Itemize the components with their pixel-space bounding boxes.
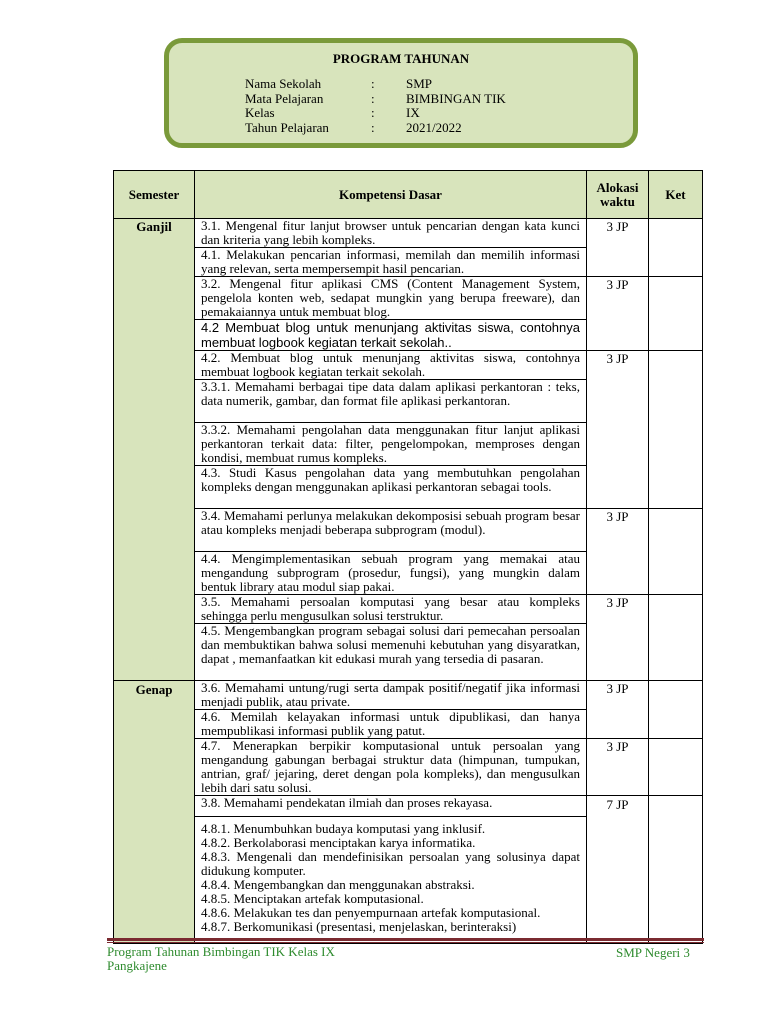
meta-row-school: [245, 77, 506, 92]
table-row: [114, 595, 703, 624]
kd-cell: [195, 817, 587, 944]
footer-left: [107, 945, 335, 973]
meta-label: Mata Pelajaran: [245, 90, 324, 106]
ket-cell: [649, 509, 703, 595]
kd-cell: 4.1. Melakukan pencarian informasi, memilah dan memilih informasi yang relevan, serta mempersempit hasil pencarian.: [195, 248, 587, 277]
meta-row-year: [245, 121, 506, 136]
alokasi-cell: 3 JP: [587, 351, 649, 509]
kd-cell: 3.5. Memahami persoalan komputasi yang besar atau kompleks sehingga perlu mengusulkan solusi terstruktur.: [195, 595, 587, 624]
kd-cell: 4.7. Menerapkan berpikir komputasional untuk persoalan yang mengandung gabungan berbagai struktur data (himpunan, tumpukan, antrian, graf/ jejaring, deret dengan pola kompleks), dan mengusulkan lebih dari satu solusi.: [195, 739, 587, 796]
kd-cell: 4.6. Memilah kelayakan informasi untuk dipublikasi, dan hanya mempublikasi informasi publik yang patut.: [195, 710, 587, 739]
kd-line: 4.8.7. Berkomunikasi (presentasi, menjelaskan, berinteraksi): [201, 919, 517, 934]
kd-line: 4.8.6. Melakukan tes dan penyempurnaan artefak komputasional.: [201, 905, 541, 920]
table-row: [114, 509, 703, 552]
header-alokasi-line1: Alokasi: [596, 179, 639, 195]
meta-colon: :: [371, 119, 375, 135]
kd-cell: 3.2. Mengenal fitur aplikasi CMS (Content Management System, pengelola konten web, sedapat mungkin yang berupa freeware), dan pemakaiannya untuk membuat blog.: [195, 277, 587, 320]
alokasi-cell: 3 JP: [587, 739, 649, 796]
kd-cell: 4.4. Mengimplementasikan sebuah program yang memakai atau mengandung subprogram (prosedur, fungsi), yang mungkin dalam bentuk library atau modul siap pakai.: [195, 552, 587, 595]
meta-row-subject: [245, 92, 506, 107]
header-alokasi: [587, 171, 649, 219]
footer-school: SMP Negeri 3: [616, 945, 690, 960]
alokasi-cell: 7 JP: [587, 796, 649, 944]
kd-cell: 3.3.2. Memahami pengolahan data menggunakan fitur lanjut aplikasi perkantoran terkait data: filter, pengelompokan, memproses dengan kondisi, membuat rumus kompleks.: [195, 423, 587, 466]
ket-cell: [649, 219, 703, 277]
table-row: [114, 681, 703, 710]
kd-cell: 3.3.1. Memahami berbagai tipe data dalam aplikasi perkantoran : teks, data numerik, gambar, dan format file aplikasi perkantoran.: [195, 380, 587, 423]
alokasi-cell: 3 JP: [587, 219, 649, 277]
ket-cell: [649, 351, 703, 509]
table-header-row: [114, 171, 703, 219]
meta-label: Tahun Pelajaran: [245, 119, 329, 135]
ket-cell: [649, 277, 703, 351]
ket-cell: [649, 681, 703, 739]
header-box: [164, 38, 638, 148]
meta-label: Kelas: [245, 105, 275, 120]
kd-cell: 4.2. Membuat blog untuk menunjang aktivitas siswa, contohnya membuat logbook kegiatan terkait sekolah.: [195, 351, 587, 380]
kd-cell: 4.2 Membuat blog untuk menunjang aktivitas siswa, contohnya membuat logbook kegiatan terkait sekolah..: [195, 320, 587, 351]
header-alokasi-line2: waktu: [600, 193, 635, 209]
alokasi-cell: 3 JP: [587, 681, 649, 739]
kd-line: 4.8.2. Berkolaborasi menciptakan karya informatika.: [201, 835, 476, 850]
semester-genap-cell: Genap: [114, 681, 195, 944]
alokasi-cell: 3 JP: [587, 509, 649, 595]
kd-cell: 4.3. Studi Kasus pengolahan data yang membutuhkan pengolahan kompleks dengan menggunakan aplikasi perkantoran sebagai tools.: [195, 466, 587, 509]
kd-cell: 4.5. Mengembangkan program sebagai solusi dari pemecahan persoalan dan membuktikan bahwa solusi memenuhi kebutuhan yang disyaratkan, dapat , memanfaatkan kit edukasi murah yang tersedia di pasaran.: [195, 624, 587, 681]
meta-value: IX: [406, 105, 420, 120]
meta-colon: :: [371, 76, 375, 91]
page-title: PROGRAM TAHUNAN: [332, 51, 470, 66]
semester-ganjil-cell: Ganjil: [114, 219, 195, 681]
meta-row-class: [245, 106, 506, 121]
program-table: [113, 170, 703, 944]
kd-line: 4.8.1. Menumbuhkan budaya komputasi yang inklusif.: [201, 821, 486, 836]
footer-rule-thin: [107, 942, 704, 943]
kd-line: 4.8.3. Mengenali dan mendefinisikan persoalan yang solusinya dapat didukung komputer.: [201, 849, 580, 878]
kd-line: 4.8.5. Menciptakan artefak komputasional.: [201, 891, 424, 906]
header-ket: Ket: [649, 171, 703, 219]
meta-value: BIMBINGAN TIK: [406, 90, 506, 106]
meta-label: Nama Sekolah: [245, 76, 322, 91]
meta-value: SMP: [406, 76, 433, 91]
meta-colon: :: [371, 90, 375, 106]
table-row: [114, 796, 703, 817]
table-row: [114, 219, 703, 248]
kd-line: 4.8.4. Mengembangkan dan menggunakan abstraksi.: [201, 877, 475, 892]
ket-cell: [649, 796, 703, 944]
ket-cell: [649, 739, 703, 796]
footer-rule-thick: [107, 938, 704, 941]
meta-colon: :: [371, 105, 375, 120]
header-semester: Semester: [114, 171, 195, 219]
footer-location: Pangkajene: [107, 958, 167, 973]
meta-value: 2021/2022: [406, 119, 462, 135]
table-row: [114, 277, 703, 320]
ket-cell: [649, 595, 703, 681]
footer-doc-title: Program Tahunan Bimbingan TIK Kelas IX: [107, 944, 335, 959]
alokasi-cell: 3 JP: [587, 277, 649, 351]
table-row: [114, 351, 703, 380]
kd-cell: 3.6. Memahami untung/rugi serta dampak positif/negatif jika informasi menjadi publik, atau private.: [195, 681, 587, 710]
table-row: [114, 739, 703, 796]
kd-cell: 3.4. Memahami perlunya melakukan dekomposisi sebuah program besar atau kompleks menjadi beberapa subprogram (modul).: [195, 509, 587, 552]
kd-cell: 3.1. Mengenal fitur lanjut browser untuk pencarian dengan kata kunci dan kriteria yang lebih kompleks.: [195, 219, 587, 248]
kd-cell: 3.8. Memahami pendekatan ilmiah dan proses rekayasa.: [195, 796, 587, 817]
school-meta: [245, 77, 506, 135]
header-kd: Kompetensi Dasar: [195, 171, 587, 219]
alokasi-cell: 3 JP: [587, 595, 649, 681]
